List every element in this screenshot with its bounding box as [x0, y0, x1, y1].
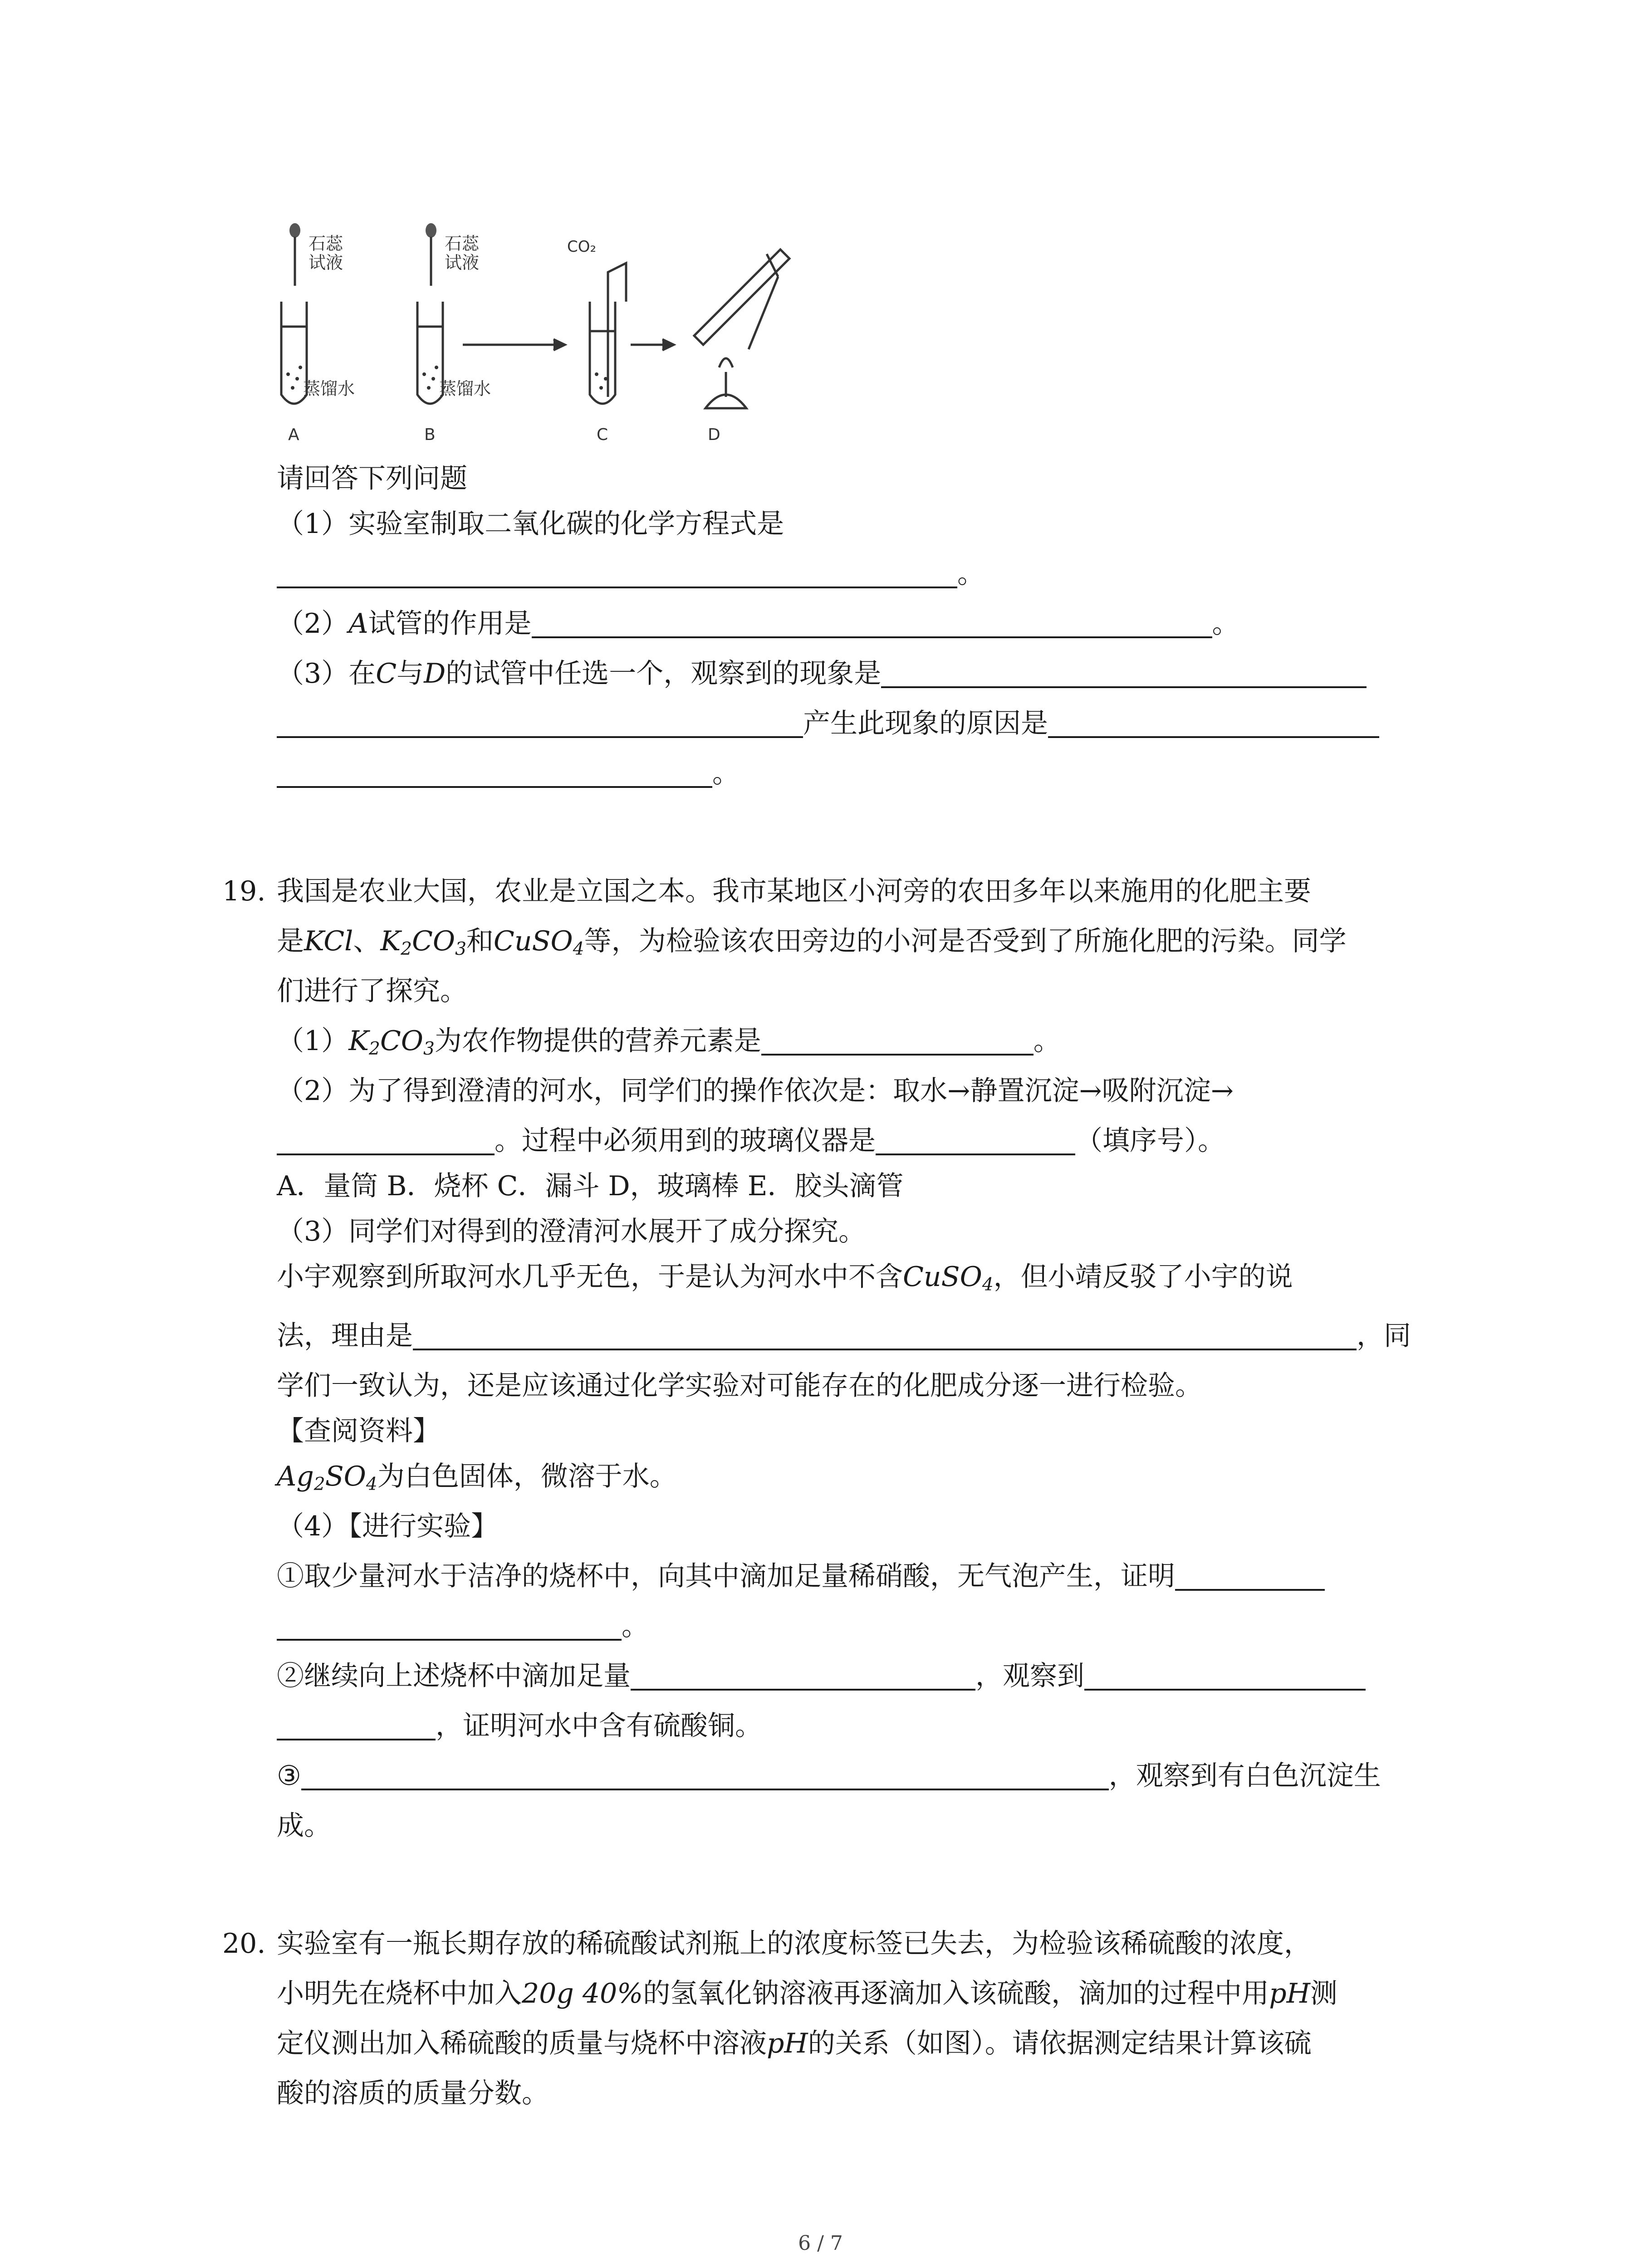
- q18-part3-line2: 产生此现象的原因是: [277, 694, 1379, 753]
- q18-part3-line3: 。: [277, 744, 740, 803]
- q20-line2: 小明先在烧杯中加入20g 40%的氢氧化钠溶液再逐滴加入该硫酸，滴加的过程中用pH测: [277, 1978, 1337, 2009]
- reagent-label-a: 试液: [309, 253, 343, 273]
- q18-part3: （3）在C与D的试管中任选一个，观察到的现象是: [277, 644, 1367, 703]
- q18-part1: （1）实验室制取二氧化碳的化学方程式是: [277, 508, 784, 540]
- q19-part3-line1: 小宇观察到所取河水几乎无色，于是认为河水中不含CuSO$_4$，但小靖反驳了小宇的说: [277, 1261, 1293, 1295]
- answer-blank[interactable]: [761, 1021, 1034, 1056]
- q18-part1-answer: 。: [277, 544, 985, 603]
- litmus-label-a: 石蕊: [309, 234, 343, 254]
- q19-options: A．量筒 B．烧杯 C．漏斗 D，玻璃棒 E．胶头滴管: [277, 1170, 904, 1202]
- reference-body: $Ag_2SO_4$为白色固体，微溶于水。: [277, 1461, 677, 1495]
- q19-part2: （2）为了得到澄清的河水，同学们的操作依次是：取水→静置沉淀→吸附沉淀→: [277, 1075, 1234, 1107]
- answer-blank[interactable]: [277, 554, 957, 588]
- answer-blank[interactable]: [277, 1606, 622, 1641]
- step-3: ③ ，观察到有白色沉淀生: [277, 1746, 1381, 1805]
- q18-prompt: 请回答下列问题: [277, 463, 467, 494]
- q19-part3-line2: 法，理由是 ，同: [277, 1306, 1411, 1365]
- label-b: B: [424, 425, 436, 444]
- answer-blank[interactable]: [1048, 704, 1379, 738]
- q20-line3: 定仪测出加入稀硫酸的质量与烧杯中溶液pH的关系（如图）。请依据测定结果计算该硫: [277, 2028, 1312, 2059]
- water-label-b: 蒸馏水: [439, 379, 491, 399]
- reagent-label-b: 试液: [445, 253, 480, 273]
- page-number: 6 / 7: [798, 2232, 843, 2255]
- answer-blank[interactable]: [301, 1756, 1109, 1790]
- answer-blank[interactable]: [413, 1316, 1357, 1350]
- step-1: ①取少量河水于洁净的烧杯中，向其中滴加足量稀硝酸，无气泡产生，证明: [277, 1547, 1325, 1606]
- water-label-a: 蒸馏水: [303, 379, 355, 399]
- answer-blank[interactable]: [277, 704, 803, 738]
- answer-blank[interactable]: [631, 1656, 975, 1691]
- q20-line4: 酸的溶质的质量分数。: [277, 2077, 549, 2109]
- q19-line1: 19. 我国是农业大国，农业是立国之本。我市某地区小河旁的农田多年以来施用的化肥主要: [222, 875, 1311, 907]
- q19-part1: $(1)K_2CO_3$为农作物提供的营养元素是 。: [277, 1012, 1061, 1070]
- answer-blank[interactable]: [1175, 1556, 1325, 1591]
- litmus-label-b: 石蕊: [445, 234, 480, 254]
- answer-blank[interactable]: [277, 1706, 436, 1740]
- label-a: A: [288, 425, 299, 444]
- answer-blank[interactable]: [1084, 1656, 1366, 1691]
- answer-blank[interactable]: [881, 654, 1367, 688]
- co2-label: CO₂: [567, 238, 597, 256]
- q19-part4: （4）【进行实验】: [277, 1510, 499, 1542]
- q18-part2: （2）A试管的作用是 。: [277, 594, 1239, 653]
- answer-blank[interactable]: [277, 1121, 495, 1155]
- q19-part2-line2: 。过程中必须用到的玻璃仪器是 （填序号）。: [277, 1111, 1225, 1170]
- q19-line3: 们进行了探究。: [277, 975, 467, 1007]
- step-3-line2: 成。: [277, 1810, 331, 1842]
- apparatus-figure: [272, 218, 798, 454]
- step-2: ②继续向上述烧杯中滴加足量 ，观察到: [277, 1647, 1366, 1706]
- answer-blank[interactable]: [532, 604, 1212, 638]
- answer-blank[interactable]: [277, 753, 712, 788]
- step-2-line2: ，证明河水中含有硫酸铜。: [277, 1696, 762, 1755]
- answer-blank[interactable]: [876, 1121, 1075, 1155]
- q19-line2: 是KCl、$K_2CO_3$和CuSO$_4$等，为检验该农田旁边的小河是否受到了所施化肥的污染。同学: [277, 925, 1347, 959]
- q19-part3-line3: 学们一致认为，还是应该通过化学实验对可能存在的化肥成分逐一进行检验。: [277, 1370, 1202, 1402]
- q19-part3: （3）同学们对得到的澄清河水展开了成分探究。: [277, 1216, 866, 1247]
- q20-line1: 20. 实验室有一瓶长期存放的稀硫酸试剂瓶上的浓度标签已失去，为检验该稀硫酸的浓度，: [222, 1928, 1311, 1960]
- label-d: D: [708, 425, 720, 444]
- label-c: C: [597, 425, 608, 444]
- step-1-line2: 。: [277, 1597, 649, 1656]
- reference-heading: 【查阅资料】: [277, 1415, 440, 1447]
